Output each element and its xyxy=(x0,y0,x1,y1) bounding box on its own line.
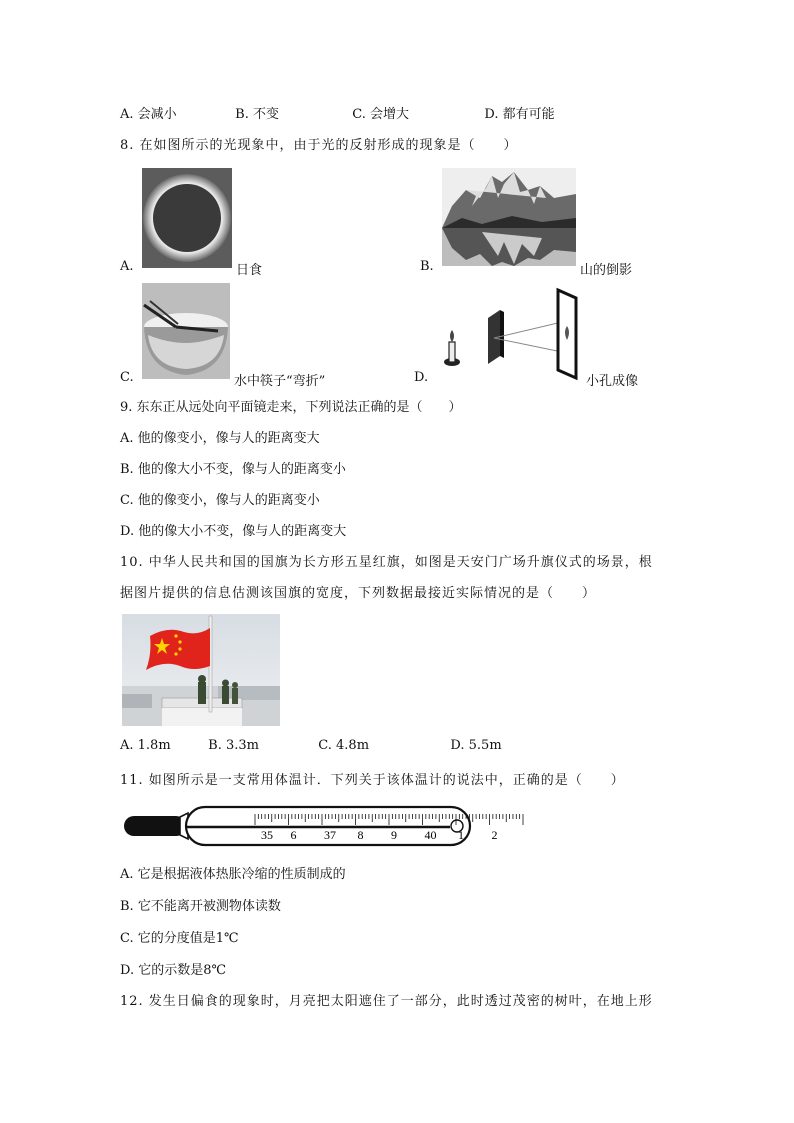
q11-stem: 11. 如图所示是一支常用体温计．下列关于该体温计的说法中，正确的是（ ） xyxy=(120,773,625,788)
q8-option-c-letter[interactable]: C. xyxy=(120,370,134,385)
thermometer-label: 6 xyxy=(290,828,297,842)
thermometer-label: 35 xyxy=(261,828,273,842)
q9-option-a[interactable]: A. 他的像变小，像与人的距离变大 xyxy=(120,431,320,446)
solar-eclipse-image xyxy=(142,168,232,268)
flag-raising-image xyxy=(122,614,280,726)
q7-option-d[interactable]: D. 都有可能 xyxy=(484,107,555,122)
q11-option-d[interactable]: D. 它的示数是8℃ xyxy=(120,963,227,978)
q8-option-b-letter[interactable]: B. xyxy=(420,259,434,274)
q7-option-b[interactable]: B. 不变 xyxy=(235,107,279,122)
bent-chopsticks-image xyxy=(142,283,230,379)
q7-option-c[interactable]: C. 会增大 xyxy=(352,107,410,122)
q11-option-a[interactable]: A. 它是根据液体热胀冷缩的性质制成的 xyxy=(120,867,346,882)
q10-option-c[interactable]: C. 4.8m xyxy=(318,738,370,753)
thermometer-label: 8 xyxy=(357,828,364,842)
q10-option-d[interactable]: D. 5.5m xyxy=(450,738,502,753)
q12-stem: 12. 发生日偏食的现象时，月亮把太阳遮住了一部分，此时透过茂密的树叶，在地上形 xyxy=(120,994,653,1009)
q7-options xyxy=(120,103,555,122)
q8-option-d-caption: 小孔成像 xyxy=(586,374,639,389)
thermometer-label: 37 xyxy=(324,828,336,842)
q8-option-d-letter[interactable]: D. xyxy=(414,370,429,385)
q11-option-c[interactable]: C. 它的分度值是1℃ xyxy=(120,931,239,946)
thermometer-image xyxy=(120,801,498,851)
q9-stem: 9. 东东正从远处向平面镜走来，下列说法正确的是（ ） xyxy=(120,400,462,415)
thermometer-label: 2 xyxy=(491,828,498,842)
q8-option-a-letter[interactable]: A. xyxy=(120,259,134,274)
thermometer-label: 9 xyxy=(391,828,397,842)
pinhole-imaging-image xyxy=(440,286,586,382)
thermometer-label: 1 xyxy=(458,828,464,842)
q9-option-b[interactable]: B. 他的像大小不变，像与人的距离变小 xyxy=(120,462,346,477)
q8-option-a-caption: 日食 xyxy=(236,263,263,278)
q9-option-d[interactable]: D. 他的像大小不变，像与人的距离变大 xyxy=(120,524,347,539)
q9-option-c[interactable]: C. 他的像变小，像与人的距离变小 xyxy=(120,493,320,508)
q10-stem-line2: 据图片提供的信息估测该国旗的宽度，下列数据最接近实际情况的是（ ） xyxy=(120,586,597,601)
mountain-reflection-image xyxy=(442,168,576,266)
q10-option-a[interactable]: A. 1.8m xyxy=(120,738,171,753)
thermometer-label: 40 xyxy=(424,828,437,842)
q8-option-c-caption: 水中筷子“弯折” xyxy=(234,374,326,389)
q11-option-b[interactable]: B. 它不能离开被测物体读数 xyxy=(120,899,281,914)
q10-options xyxy=(120,738,502,753)
q8-stem: 8. 在如图所示的光现象中，由于光的反射形成的现象是（ ） xyxy=(120,138,518,153)
q8-option-b-caption: 山的倒影 xyxy=(580,263,633,278)
q7-option-a[interactable]: A. 会减小 xyxy=(120,107,177,122)
q10-option-b[interactable]: B. 3.3m xyxy=(208,738,259,753)
q10-stem-line1: 10. 中华人民共和国的国旗为长方形五星红旗，如图是天安门广场升旗仪式的场景，根 xyxy=(120,555,653,570)
